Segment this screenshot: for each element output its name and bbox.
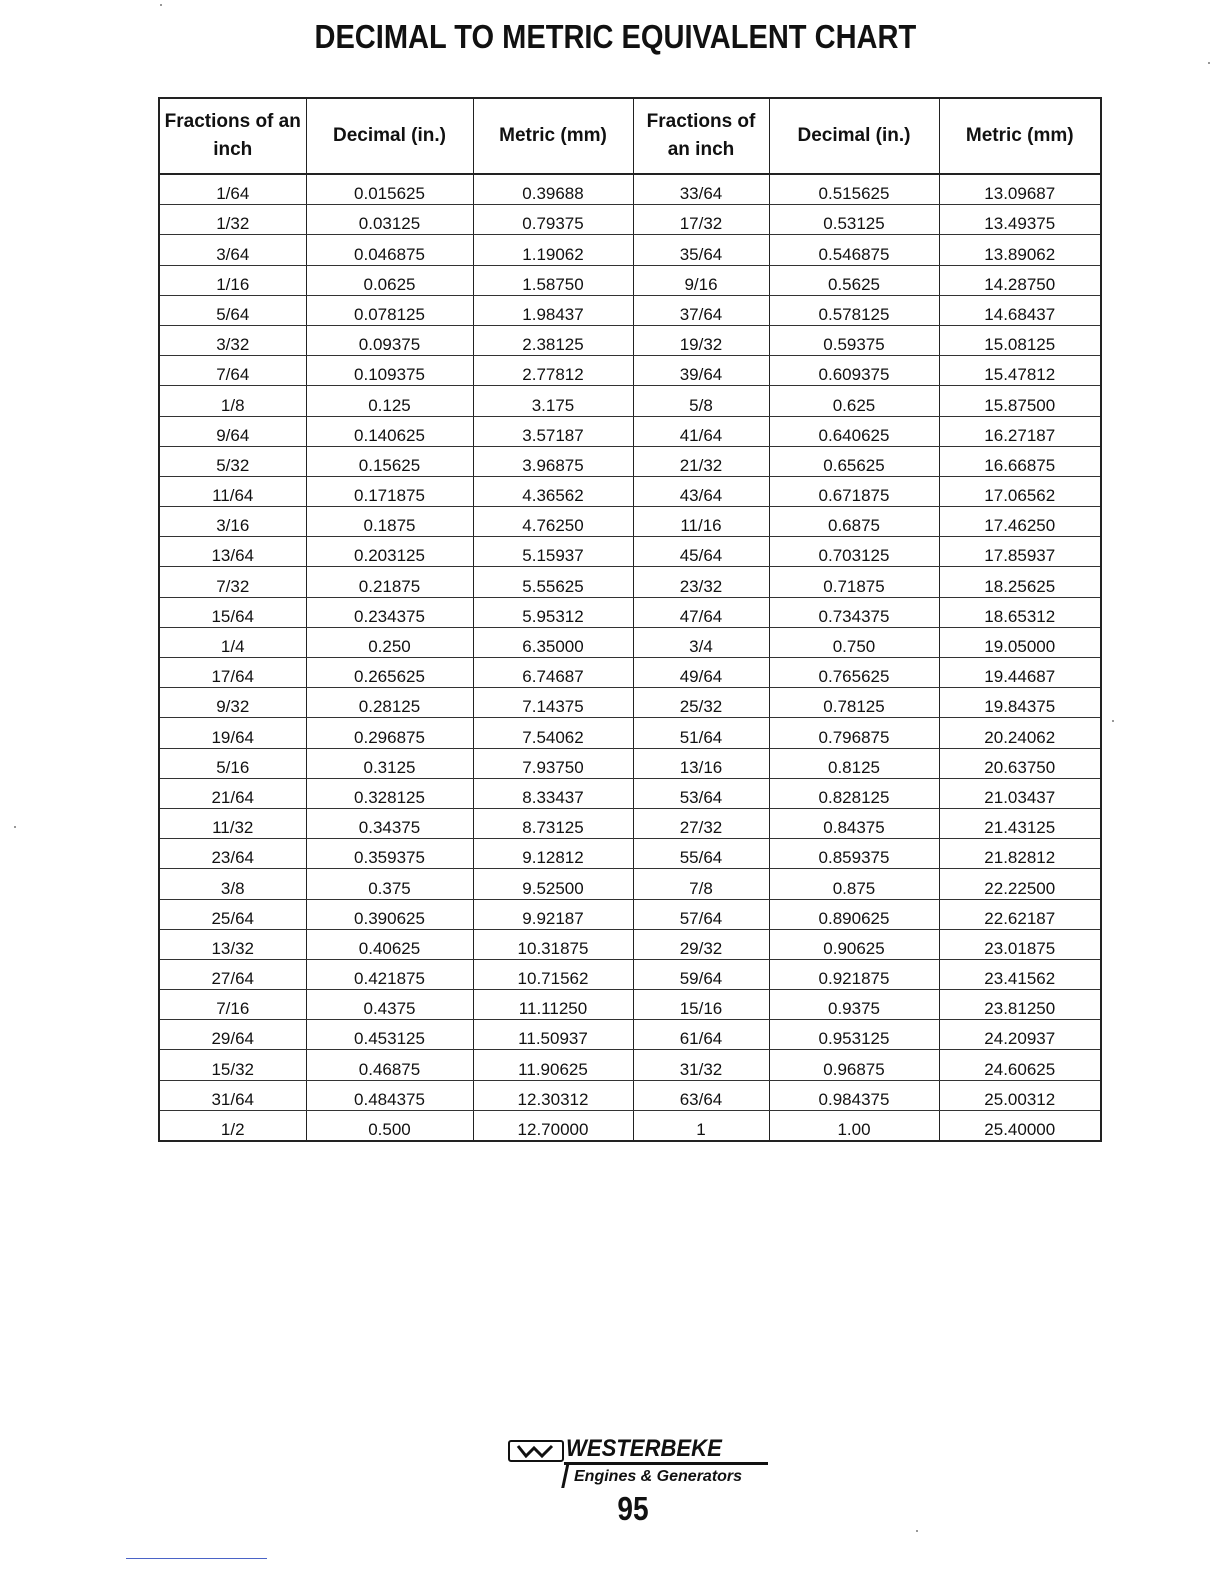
table-cell: 1.19062	[473, 235, 633, 265]
table-cell: 5/32	[159, 446, 306, 476]
table-cell: 0.65625	[769, 446, 939, 476]
table-row	[159, 416, 1101, 446]
table-cell: 7/32	[159, 567, 306, 597]
table-cell: 61/64	[633, 1020, 769, 1050]
table-cell: 0.703125	[769, 537, 939, 567]
table-cell: 1/8	[159, 386, 306, 416]
table-cell: 0.5625	[769, 265, 939, 295]
table-cell: 12.30312	[473, 1080, 633, 1110]
table-cell: 0.015625	[306, 174, 473, 205]
table-cell: 7/64	[159, 356, 306, 386]
table-cell: 18.65312	[939, 597, 1101, 627]
table-cell: 0.79375	[473, 205, 633, 235]
logo-stem	[561, 1462, 570, 1488]
table-cell: 15.47812	[939, 356, 1101, 386]
table-cell: 2.77812	[473, 356, 633, 386]
table-cell: 3.96875	[473, 446, 633, 476]
westerbeke-logo	[508, 1436, 778, 1494]
table-header-row	[159, 98, 1101, 174]
table-cell: 51/64	[633, 718, 769, 748]
table-cell: 23.41562	[939, 959, 1101, 989]
table-cell: 53/64	[633, 778, 769, 808]
table-cell: 0.953125	[769, 1020, 939, 1050]
table-cell: 0.59375	[769, 325, 939, 355]
table-cell: 0.296875	[306, 718, 473, 748]
table-cell: 4.36562	[473, 476, 633, 506]
page-number: 95	[617, 1490, 649, 1527]
table-cell: 0.40625	[306, 929, 473, 959]
table-row	[159, 174, 1101, 205]
table-cell: 15/32	[159, 1050, 306, 1080]
brand-tagline: Engines & Generators	[574, 1468, 743, 1485]
table-cell: 21.03437	[939, 778, 1101, 808]
table-cell: 7/16	[159, 990, 306, 1020]
table-cell: 19/64	[159, 718, 306, 748]
table-cell: 16.66875	[939, 446, 1101, 476]
table-cell: 3/4	[633, 627, 769, 657]
table-cell: 3/8	[159, 869, 306, 899]
table-cell: 15/16	[633, 990, 769, 1020]
table-row	[159, 476, 1101, 506]
table-cell: 3/64	[159, 235, 306, 265]
table-cell: 23/32	[633, 567, 769, 597]
table-cell: 0.765625	[769, 658, 939, 688]
table-cell: 9.92187	[473, 899, 633, 929]
table-row	[159, 1110, 1101, 1141]
table-cell: 0.375	[306, 869, 473, 899]
table-cell: 0.828125	[769, 778, 939, 808]
table-row	[159, 929, 1101, 959]
table-cell: 0.71875	[769, 567, 939, 597]
table-cell: 25/32	[633, 688, 769, 718]
table-cell: 11/16	[633, 507, 769, 537]
table-cell: 7.54062	[473, 718, 633, 748]
table-cell: 20.63750	[939, 748, 1101, 778]
table-cell: 49/64	[633, 658, 769, 688]
column-header: Fractions of an inch	[159, 98, 306, 174]
table-row	[159, 567, 1101, 597]
table-cell: 13/16	[633, 748, 769, 778]
table-cell: 3.57187	[473, 416, 633, 446]
table-cell: 29/64	[159, 1020, 306, 1050]
table-cell: 0.53125	[769, 205, 939, 235]
table-cell: 19.44687	[939, 658, 1101, 688]
conversion-table	[158, 97, 1102, 1142]
table-cell: 43/64	[633, 476, 769, 506]
table-cell: 24.20937	[939, 1020, 1101, 1050]
table-cell: 41/64	[633, 416, 769, 446]
table-cell: 0.484375	[306, 1080, 473, 1110]
table-cell: 0.359375	[306, 839, 473, 869]
table-cell: 0.203125	[306, 537, 473, 567]
table-cell: 17/32	[633, 205, 769, 235]
table-cell: 17.06562	[939, 476, 1101, 506]
table-row	[159, 778, 1101, 808]
table-row	[159, 356, 1101, 386]
table-row	[159, 899, 1101, 929]
table-cell: 0.078125	[306, 295, 473, 325]
table-cell: 7.14375	[473, 688, 633, 718]
table-cell: 18.25625	[939, 567, 1101, 597]
scan-speck	[916, 1530, 918, 1532]
table-cell: 24.60625	[939, 1050, 1101, 1080]
table-cell: 14.68437	[939, 295, 1101, 325]
table-cell: 12.70000	[473, 1110, 633, 1141]
table-cell: 0.8125	[769, 748, 939, 778]
table-cell: 0.265625	[306, 658, 473, 688]
table-cell: 31/64	[159, 1080, 306, 1110]
table-cell: 0.046875	[306, 235, 473, 265]
table-cell: 21.43125	[939, 808, 1101, 838]
table-cell: 47/64	[633, 597, 769, 627]
table-cell: 10.71562	[473, 959, 633, 989]
column-header: Decimal (in.)	[306, 98, 473, 174]
table-cell: 22.62187	[939, 899, 1101, 929]
table-cell: 35/64	[633, 235, 769, 265]
table-cell: 0.90625	[769, 929, 939, 959]
table-cell: 5.95312	[473, 597, 633, 627]
table-cell: 0.875	[769, 869, 939, 899]
table-cell: 0.1875	[306, 507, 473, 537]
table-cell: 9.12812	[473, 839, 633, 869]
table-row	[159, 205, 1101, 235]
table-cell: 9/16	[633, 265, 769, 295]
table-cell: 1.58750	[473, 265, 633, 295]
table-cell: 0.984375	[769, 1080, 939, 1110]
table-cell: 0.4375	[306, 990, 473, 1020]
westerbeke-w-icon	[508, 1440, 564, 1462]
table-cell: 1/32	[159, 205, 306, 235]
table-cell: 45/64	[633, 537, 769, 567]
table-cell: 0.34375	[306, 808, 473, 838]
table-cell: 25.00312	[939, 1080, 1101, 1110]
table-cell: 3/16	[159, 507, 306, 537]
scan-speck	[1208, 62, 1210, 64]
table-cell: 5/64	[159, 295, 306, 325]
page-title: DECIMAL TO METRIC EQUIVALENT CHART	[314, 18, 917, 55]
table-cell: 25/64	[159, 899, 306, 929]
table-cell: 1.00	[769, 1110, 939, 1141]
table-cell: 6.35000	[473, 627, 633, 657]
table-cell: 23/64	[159, 839, 306, 869]
table-cell: 0.671875	[769, 476, 939, 506]
logo-underline	[564, 1462, 768, 1465]
table-row	[159, 597, 1101, 627]
table-cell: 0.21875	[306, 567, 473, 597]
table-row	[159, 1020, 1101, 1050]
table-cell: 0.84375	[769, 808, 939, 838]
table-row	[159, 959, 1101, 989]
table-cell: 0.640625	[769, 416, 939, 446]
table-cell: 5.15937	[473, 537, 633, 567]
table-row	[159, 1050, 1101, 1080]
table-cell: 9/32	[159, 688, 306, 718]
table-cell: 8.33437	[473, 778, 633, 808]
table-cell: 63/64	[633, 1080, 769, 1110]
table-cell: 0.453125	[306, 1020, 473, 1050]
table-cell: 0.28125	[306, 688, 473, 718]
table-cell: 0.3125	[306, 748, 473, 778]
table-row	[159, 446, 1101, 476]
table-cell: 15.08125	[939, 325, 1101, 355]
table-cell: 27/64	[159, 959, 306, 989]
table-cell: 0.39688	[473, 174, 633, 205]
column-header: Metric (mm)	[473, 98, 633, 174]
table-cell: 19.05000	[939, 627, 1101, 657]
table-cell: 25.40000	[984, 1120, 1056, 1139]
table-cell: 0.234375	[306, 597, 473, 627]
table-cell: 9/64	[159, 416, 306, 446]
table-body	[159, 174, 1101, 1141]
table-cell: 1.98437	[473, 295, 633, 325]
table-cell: 11/64	[159, 476, 306, 506]
table-cell: 0.140625	[306, 416, 473, 446]
table-cell: 17.85937	[939, 537, 1101, 567]
table-cell: 9.52500	[473, 869, 633, 899]
table-cell: 33/64	[633, 174, 769, 205]
table-row	[159, 869, 1101, 899]
table-cell: 0.625	[769, 386, 939, 416]
footer-rule	[126, 1558, 267, 1559]
table-cell: 15/64	[159, 597, 306, 627]
table-cell: 3/32	[159, 325, 306, 355]
table-row	[159, 808, 1101, 838]
table-cell: 39/64	[633, 356, 769, 386]
table-cell: 2.38125	[473, 325, 633, 355]
table-cell: 14.28750	[939, 265, 1101, 295]
table-cell: 10.31875	[473, 929, 633, 959]
table-cell: 21/64	[159, 778, 306, 808]
table-cell: 1/16	[159, 265, 306, 295]
column-header: Metric (mm)	[939, 98, 1101, 174]
table-row	[159, 627, 1101, 657]
table-cell: 13/32	[159, 929, 306, 959]
table-cell: 11.50937	[473, 1020, 633, 1050]
table-cell: 21/32	[633, 446, 769, 476]
table-cell: 57/64	[633, 899, 769, 929]
table-cell: 0.46875	[306, 1050, 473, 1080]
table-cell: 6.74687	[473, 658, 633, 688]
table-cell: 0.328125	[306, 778, 473, 808]
table-cell: 0.9375	[769, 990, 939, 1020]
table-row	[159, 295, 1101, 325]
table-row	[159, 748, 1101, 778]
table-cell: 5/16	[159, 748, 306, 778]
table-cell: 0.546875	[769, 235, 939, 265]
table-cell: 1/64	[159, 174, 306, 205]
table-cell: 0.859375	[769, 839, 939, 869]
table-cell: 55/64	[633, 839, 769, 869]
table-cell: 16.27187	[939, 416, 1101, 446]
table-cell: 11/32	[159, 808, 306, 838]
table-cell: 0.921875	[769, 959, 939, 989]
table-row	[159, 839, 1101, 869]
table-row	[159, 537, 1101, 567]
table-cell: 0.609375	[769, 356, 939, 386]
table-cell: 13.89062	[939, 235, 1101, 265]
table-cell: 3.175	[473, 386, 633, 416]
table-cell: 0.171875	[306, 476, 473, 506]
table-cell: 0.500	[306, 1110, 473, 1141]
table-cell: 13.09687	[939, 174, 1101, 205]
scan-speck	[14, 826, 16, 828]
scan-speck	[160, 4, 162, 6]
table-cell: 37/64	[633, 295, 769, 325]
table-cell: 0.750	[769, 627, 939, 657]
table-cell: 1	[633, 1110, 769, 1141]
table-cell: 0.250	[306, 627, 473, 657]
table-cell: 0.03125	[306, 205, 473, 235]
table-cell: 11.90625	[473, 1050, 633, 1080]
table-row	[159, 990, 1101, 1020]
table-row	[159, 1080, 1101, 1110]
table-cell: 0.734375	[769, 597, 939, 627]
table-cell: 0.6875	[769, 507, 939, 537]
table-cell: 0.0625	[306, 265, 473, 295]
table-cell: 0.796875	[769, 718, 939, 748]
table-row	[159, 507, 1101, 537]
table-cell: 1/2	[159, 1110, 306, 1141]
table-cell: 23.81250	[939, 990, 1101, 1020]
brand-name: WESTERBEKE	[566, 1435, 722, 1462]
table-row	[159, 718, 1101, 748]
table-cell: 13/64	[159, 537, 306, 567]
table-cell: 13.49375	[939, 205, 1101, 235]
table-cell: 1/4	[159, 627, 306, 657]
table-row	[159, 265, 1101, 295]
table-cell: 0.578125	[769, 295, 939, 325]
table-cell: 0.109375	[306, 356, 473, 386]
table-cell: 0.421875	[306, 959, 473, 989]
table-cell: 15.87500	[939, 386, 1101, 416]
table-cell: 17.46250	[939, 507, 1101, 537]
table-row	[159, 235, 1101, 265]
table-cell: 19/32	[633, 325, 769, 355]
table-cell: 11.11250	[473, 990, 633, 1020]
table-cell: 23.01875	[939, 929, 1101, 959]
table-cell: 7.93750	[473, 748, 633, 778]
table-cell: 31/32	[633, 1050, 769, 1080]
table-cell: 7/8	[633, 869, 769, 899]
table-row	[159, 325, 1101, 355]
table-row	[159, 386, 1101, 416]
table-row	[159, 658, 1101, 688]
table-row	[159, 688, 1101, 718]
table-cell: 17/64	[159, 658, 306, 688]
column-header: Fractions of an inch	[633, 98, 769, 174]
table-cell: 22.22500	[939, 869, 1101, 899]
table-cell: 5/8	[633, 386, 769, 416]
table-cell: 0.515625	[769, 174, 939, 205]
scan-speck	[1112, 720, 1114, 722]
table-cell: 21.82812	[939, 839, 1101, 869]
table-cell: 0.390625	[306, 899, 473, 929]
table-cell: 0.15625	[306, 446, 473, 476]
table-cell: 4.76250	[473, 507, 633, 537]
table-cell: 0.78125	[769, 688, 939, 718]
table-cell: 0.09375	[306, 325, 473, 355]
table-cell: 8.73125	[473, 808, 633, 838]
table-cell: 0.890625	[769, 899, 939, 929]
table-cell: 27/32	[633, 808, 769, 838]
table-cell: 20.24062	[939, 718, 1101, 748]
table-cell: 59/64	[633, 959, 769, 989]
table-cell: 0.96875	[769, 1050, 939, 1080]
table-cell: 5.55625	[473, 567, 633, 597]
column-header: Decimal (in.)	[769, 98, 939, 174]
table-cell: 19.84375	[939, 688, 1101, 718]
table-cell: 29/32	[633, 929, 769, 959]
table-cell: 0.125	[306, 386, 473, 416]
